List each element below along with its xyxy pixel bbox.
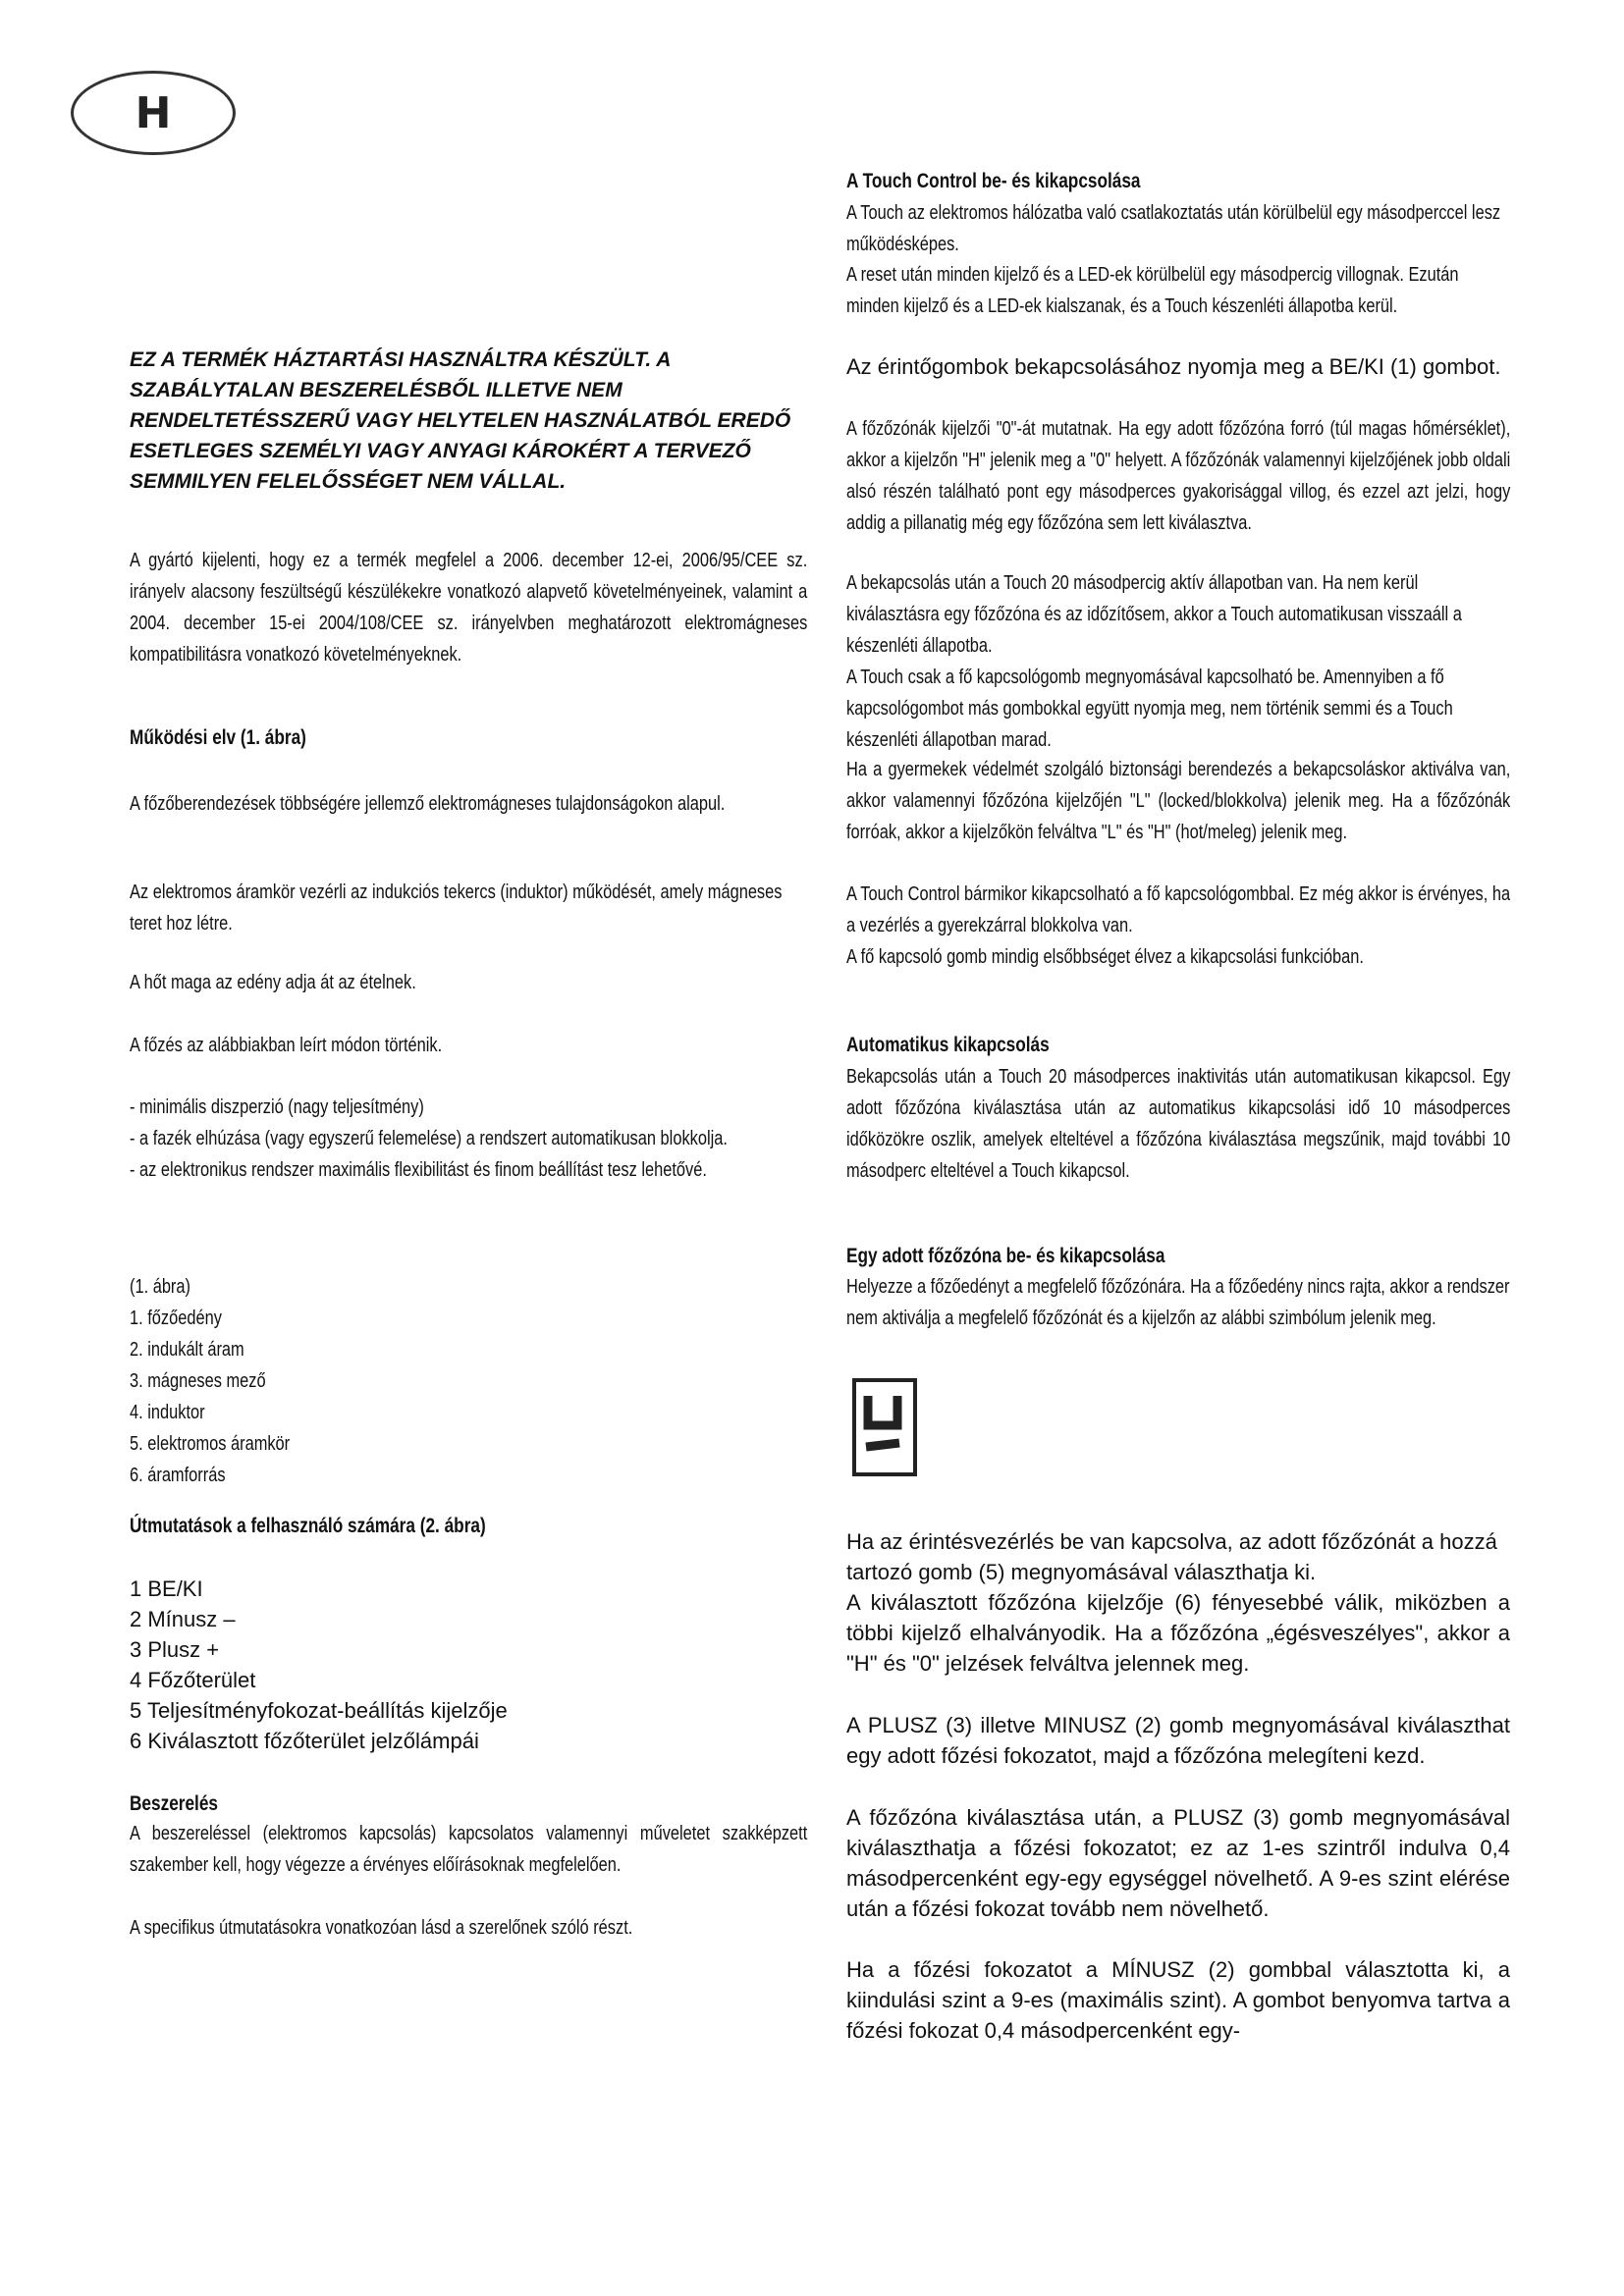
touch-paragraph-2: A reset után minden kijelző és a LED-ek körülbelül egy másodpercig villognak. Ezután minden kijelző és a LED-ek kialszanak, és a Touch készenléti állapotba kerül. bbox=[846, 264, 1459, 317]
conformity-declaration: A gyártó kijelenti, hogy ez a termék megfelel a 2006. december 12-ei, 2006/95/CEE sz. irányelv alacsony feszültségű készülékekre vonatkozó alapvető követelményeinek, valamint a 2004. december 15-ei 2004/108/CEE sz. irányelvben meghatározott elektromágneses kompatibilitásra vonatkozó követelményeknek. bbox=[130, 550, 808, 666]
figure-item: 6. áramforrás bbox=[130, 1465, 226, 1486]
figure-item: 1. főzőedény bbox=[130, 1308, 222, 1329]
feature-item: - az elektronikus rendszer maximális flexibilitást és finom beállítást tesz lehetővé. bbox=[130, 1159, 707, 1181]
select-paragraph-2: A kiválasztott főzőzóna kijelzője (6) fényesebbé válik, miközben a többi kijelző elhalványodik. Ha a főzőzóna „égésveszélyes", akkor a "H" és "0" jelzések felváltva jelennek meg. bbox=[846, 1590, 1510, 1676]
no-pot-display-glyph bbox=[856, 1382, 913, 1472]
principle-heading: Működési elv (1. ábra) bbox=[130, 726, 306, 749]
auto-off-paragraph: Bekapcsolás után a Touch 20 másodperces inaktivitás után automatikusan kikapcsol. Egy adott főzőzóna kiválasztása után az automatikus kikapcsolási idő 10 másodperces időközökre oszlik, amelyek elteltével a főzőzóna kiválasztása megszűnik, majd további 10 másodperc elteltével a Touch kikapcsol. bbox=[846, 1066, 1511, 1182]
select-paragraph-5: Ha a főzési fokozatot a MÍNUSZ (2) gombbal választotta ki, a kiindulási szint a 9-es (maximális szint). A gombot benyomva tartva a főzési fokozat 0,4 másodpercenként egy- bbox=[846, 1957, 1510, 2043]
feature-item: - minimális diszperzió (nagy teljesítmény) bbox=[130, 1096, 424, 1118]
figure-item: 4. induktor bbox=[130, 1402, 205, 1423]
language-badge bbox=[71, 71, 236, 155]
feature-item: - a fazék elhúzása (vagy egyszerű felemelése) a rendszert automatikusan blokkolja. bbox=[130, 1128, 728, 1149]
language-badge-letter: H bbox=[135, 87, 172, 138]
control-item: 1 BE/KI bbox=[130, 1576, 203, 1601]
touch-paragraph-4: A főzőzónák kijelzői "0"-át mutatnak. Ha egy adott főzőzóna forró (túl magas hőmérséklet), akkor a kijelzőn "H" jelenik meg a "0" helyett. A főzőzónák valamennyi kijelzőjének jobb oldali alsó részén található pont egy másodperces gyakorisággal villog, és ezzel azt jelzi, hogy addig a pillanatig még egy főzőzóna sem lett kiválasztva. bbox=[846, 418, 1511, 534]
control-item: 2 Mínusz – bbox=[130, 1607, 236, 1631]
control-item: 6 Kiválasztott főzőterület jelzőlámpái bbox=[130, 1729, 479, 1753]
control-item: 4 Főzőterület bbox=[130, 1668, 256, 1692]
install-paragraph-1: A beszereléssel (elektromos kapcsolás) kapcsolatos valamennyi műveletet szakképzett szakember kell, hogy végezze a érvényes előírásoknak megfelelően. bbox=[130, 1823, 808, 1876]
touch-paragraph-3: Az érintőgombok bekapcsolásához nyomja meg a BE/KI (1) gombot. bbox=[846, 354, 1501, 379]
install-paragraph-2: A specifikus útmutatásokra vonatkozóan lásd a szerelőnek szóló részt. bbox=[130, 1917, 633, 1939]
zone-heading: Egy adott főzőzóna be- és kikapcsolása bbox=[846, 1245, 1165, 1267]
figure-legend bbox=[130, 1271, 807, 1491]
safety-warning: EZ A TERMÉK HÁZTARTÁSI HASZNÁLTRA KÉSZÜLT. A SZABÁLYTALAN BESZERELÉSBŐL ILLETVE NEM RENDELTETÉSSZERŰ VAGY HELYTELEN HASZNÁLATBÓL EREDŐ ESETLEGES SZEMÉLYI VAGY ANYAGI KÁROKÉRT A TERVEZŐ SEMMILYEN FELELŐSSÉGET NEM VÁLLAL. bbox=[130, 348, 791, 493]
figure-caption: (1. ábra) bbox=[130, 1276, 190, 1298]
principle-paragraph-4: A főzés az alábbiakban leírt módon történik. bbox=[130, 1035, 443, 1056]
principle-paragraph-3: A hőt maga az edény adja át az ételnek. bbox=[130, 972, 416, 993]
zone-paragraph: Helyezze a főzőedényt a megfelelő főzőzónára. Ha a főzőedény nincs rajta, akkor a rendszer nem aktiválja a megfelelő főzőzónát és a kijelzőn az alábbi szimbólum jelenik meg. bbox=[846, 1276, 1510, 1329]
touch-paragraph-9: A fő kapcsoló gomb mindig elsőbbséget élvez a kikapcsolási funkcióban. bbox=[846, 946, 1364, 968]
install-heading: Beszerelés bbox=[130, 1792, 218, 1815]
control-legend bbox=[130, 1574, 807, 1756]
figure-item: 3. mágneses mező bbox=[130, 1370, 266, 1392]
figure-item: 5. elektromos áramkör bbox=[130, 1433, 291, 1455]
touch-control-heading: A Touch Control be- és kikapcsolása bbox=[846, 170, 1141, 192]
user-guide-heading: Útmutatások a felhasználó számára (2. ábra) bbox=[130, 1515, 486, 1537]
touch-paragraph-7: Ha a gyermekek védelmét szolgáló biztonsági berendezés a bekapcsoláskor aktiválva van, akkor valamennyi főzőzóna kijelzőjén "L" (locked/blokkolva) jelenik meg. Ha a főzőzónák forróak, akkor a kijelzőkön felváltva "L" és "H" (hot/meleg) jelenik meg. bbox=[846, 759, 1511, 843]
select-paragraph-1: Ha az érintésvezérlés be van kapcsolva, az adott főzőzónát a hozzá tartozó gomb (5) megnyomásával választhatja ki. bbox=[846, 1529, 1497, 1584]
principle-paragraph-1: A főzőberendezések többségére jellemző elektromágneses tulajdonságokon alapul. bbox=[130, 793, 726, 815]
touch-paragraph-6: A Touch csak a fő kapcsológomb megnyomásával kapcsolható be. Amennyiben a fő kapcsológombot más gombokkal együtt nyomja meg, nem történik semmi és a Touch készenléti állapotban marad. bbox=[846, 667, 1453, 751]
touch-paragraph-1: A Touch az elektromos hálózatba való csatlakoztatás után körülbelül egy másodperccel lesz működésképes. bbox=[846, 202, 1501, 255]
select-paragraph-3: A PLUSZ (3) illetve MINUSZ (2) gomb megnyomásával kiválaszthat egy adott főzési fokozatot, majd a főzőzóna melegíteni kezd. bbox=[846, 1713, 1510, 1768]
principle-paragraph-2: Az elektromos áramkör vezérli az indukciós tekercs (induktor) működését, amely mágneses teret hoz létre. bbox=[130, 881, 783, 934]
feature-list bbox=[130, 1092, 807, 1186]
touch-paragraph-5: A bekapcsolás után a Touch 20 másodpercig aktív állapotban van. Ha nem kerül kiválasztásra egy főzőzóna és az időzítősem, akkor a Touch automatikusan visszaáll a készenléti állapotba. bbox=[846, 572, 1462, 657]
auto-off-heading: Automatikus kikapcsolás bbox=[846, 1034, 1050, 1056]
figure-item: 2. indukált áram bbox=[130, 1339, 244, 1361]
touch-paragraph-8: A Touch Control bármikor kikapcsolható a fő kapcsológombbal. Ez még akkor is érvényes, ha a vezérlés a gyerekzárral blokkolva van. bbox=[846, 883, 1511, 936]
select-paragraph-4: A főzőzóna kiválasztása után, a PLUSZ (3) gomb megnyomásával kiválaszthatja a főzési fokozatot; ez az 1-es szintről indulva 0,4 másodpercenként egy-egy egységgel növelhető. A 9-es szint elérése után a főzési fokozat tovább nem növelhető. bbox=[846, 1805, 1510, 1921]
control-item: 3 Plusz + bbox=[130, 1637, 220, 1662]
control-item: 5 Teljesítményfokozat-beállítás kijelzője bbox=[130, 1698, 508, 1723]
no-pot-display-icon bbox=[852, 1378, 917, 1476]
